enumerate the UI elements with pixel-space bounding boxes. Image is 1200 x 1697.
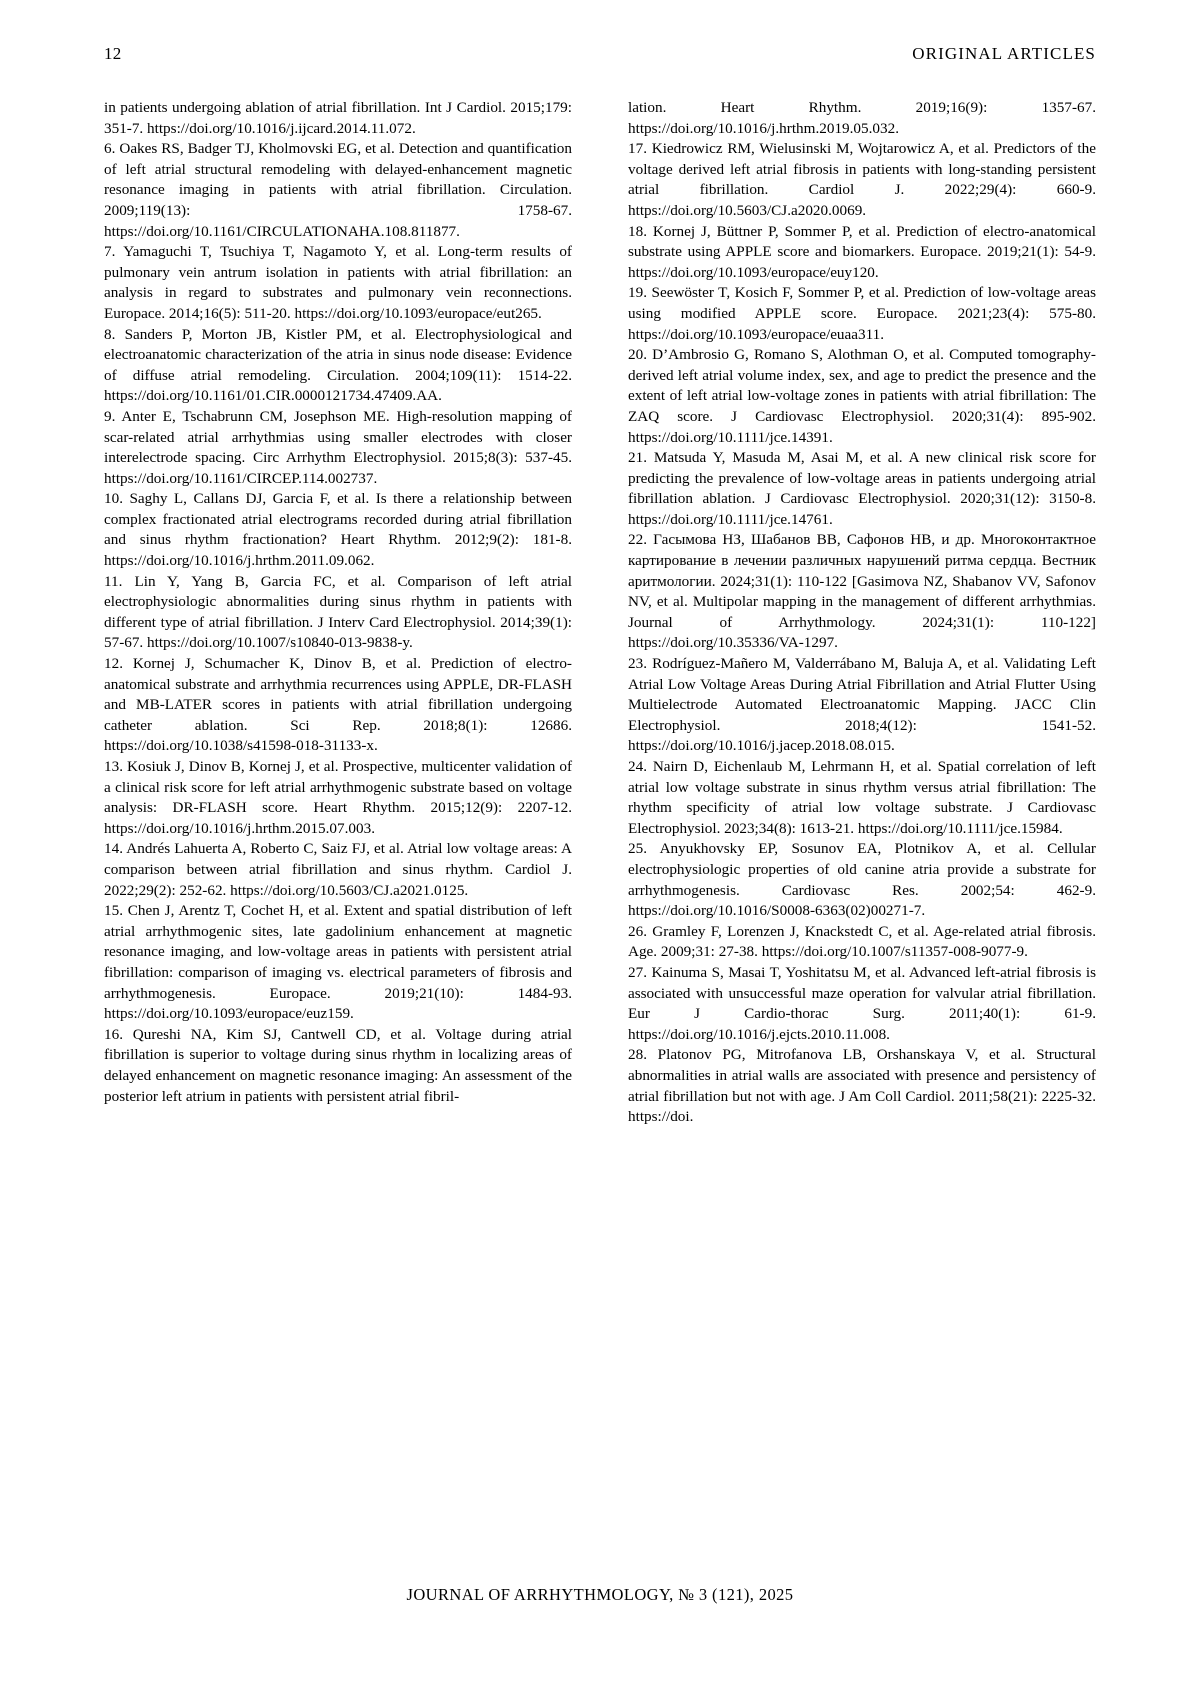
reference-entry: 16. Qureshi NA, Kim SJ, Cantwell CD, et al. Voltage during atrial fibrillation is superior to voltage during sinus rhythm in localizing areas of delayed enhancement on magnetic resonance imaging: An assessment of the posterior left atrium in patients with persistent atrial fibril- xyxy=(104,1025,572,1105)
reference-entry: 18. Kornej J, Büttner P, Sommer P, et al. Prediction of electro-anatomical substrate using APPLE score and biomarkers. Europace. 2019;21(1): 54-9. https://doi.org/10.1093/europace/euy120. xyxy=(628,222,1096,281)
reference-entry: 13. Kosiuk J, Dinov B, Kornej J, et al. Prospective, multicenter validation of a clinical risk score for left atrial arrhythmogenic substrate based on voltage analysis: DR-FLASH score. Heart Rhythm. 2015;12(9): 2207-12. https://doi.org/10.1016/j.hrthm.2015.07.003. xyxy=(104,758,572,837)
reference-entry: 27. Kainuma S, Masai T, Yoshitatsu M, et al. Advanced left-atrial fibrosis is associated with unsuccessful maze operation for valvular atrial fibrillation. Eur J Cardio-thorac Surg. 2011;40(1): 61-9. https://doi.org/10.1016/j.ejcts.2010.11.008. xyxy=(628,963,1096,1043)
reference-columns xyxy=(104,98,1096,1528)
right-column xyxy=(628,98,1096,1528)
reference-entry: 22. Гасымова НЗ, Шабанов ВВ, Сафонов НВ, и др. Многоконтактное картирование в лечении различных нарушений ритма сердца. Вестник аритмологии. 2024;31(1): 110-122 [Gasimova NZ, Shabanov VV, Safonov NV, et al. Multipolar mapping in the management of different arrhythmias. Journal of Arrhythmology. 2024;31(1): 110-122] https://doi.org/10.35336/VA-1297. xyxy=(628,531,1096,652)
reference-entry: 25. Anyukhovsky EP, Sosunov EA, Plotnikov A, et al. Cellular electrophysiologic properties of old canine atria provide a substrate for arrhythmogenesis. Cardiovasc Res. 2002;54: 462-9. https://doi.org/10.1016/S0008-6363(02)00271-7. xyxy=(628,840,1096,920)
reference-entry: 7. Yamaguchi T, Tsuchiya T, Nagamoto Y, et al. Long-term results of pulmonary vein antrum isolation in patients with atrial fibrillation: an analysis in regard to substrates and pulmonary vein reconnections. Europace. 2014;16(5): 511-20. https://doi.org/10.1093/europace/eut265. xyxy=(104,243,572,322)
reference-entry: 6. Oakes RS, Badger TJ, Kholmovski EG, et al. Detection and quantification of left atrial structural remodeling with delayed-enhancement magnetic resonance imaging in patients with atrial fibrillation. Circulation. 2009;119(13): 1758-67. https://doi.org/10.1161/CIRCULATIONAHA.108.811877. xyxy=(104,140,572,240)
reference-entry: 9. Anter E, Tschabrunn CM, Josephson ME. High-resolution mapping of scar-related atrial arrhythmias using smaller electrodes with closer interelectrode spacing. Circ Arrhythm Electrophysiol. 2015;8(3): 537-45. https://doi.org/10.1161/CIRCEP.114.002737. xyxy=(104,407,572,487)
running-head-title: ORIGINAL ARTICLES xyxy=(912,44,1096,63)
reference-entry: 15. Chen J, Arentz T, Cochet H, et al. Extent and spatial distribution of left atrial arrhythmogenic sites, late gadolinium enhancement at magnetic resonance imaging, and low-voltage areas in patients with persistent atrial fibrillation: comparison of imaging vs. electrical parameters of fibrosis and arrhythmogenesis. Europace. 2019;21(10): 1484-93. https://doi.org/10.1093/europace/euz159. xyxy=(104,902,572,1023)
reference-entry: 8. Sanders P, Morton JB, Kistler PM, et al. Electrophysiological and electroanatomic characterization of the atria in sinus node disease: Evidence of diffuse atrial remodeling. Circulation. 2004;109(11): 1514-22. https://doi.org/10.1161/01.CIR.0000121734.47409.AA. xyxy=(104,325,572,405)
reference-entry: 23. Rodríguez-Mañero M, Valderrábano M, Baluja A, et al. Validating Left Atrial Low Voltage Areas During Atrial Fibrillation and Atrial Flutter Using Multielectrode Automated Electroanatomic Mapping. JACC Clin Electrophysiol. 2018;4(12): 1541-52. https://doi.org/10.1016/j.jacep.2018.08.015. xyxy=(628,655,1096,755)
reference-entry: 19. Seewöster T, Kosich F, Sommer P, et al. Prediction of low-voltage areas using modified APPLE score. Europace. 2021;23(4): 575-80. https://doi.org/10.1093/europace/euaa311. xyxy=(628,284,1096,343)
left-column xyxy=(104,98,572,1528)
reference-entry: 12. Kornej J, Schumacher K, Dinov B, et al. Prediction of electro-anatomical substrate and arrhythmia recurrences using APPLE, DR-FLASH and MB-LATER scores in patients with atrial fibrillation undergoing catheter ablation. Sci Rep. 2018;8(1): 12686. https://doi.org/10.1038/s41598-018-31133-x. xyxy=(104,655,572,755)
page-header xyxy=(104,44,1096,66)
reference-entry: 24. Nairn D, Eichenlaub M, Lehrmann H, et al. Spatial correlation of left atrial low voltage substrate in sinus rhythm versus atrial fibrillation: The rhythm specificity of atrial low voltage substrate. J Cardiovasc Electrophysiol. 2023;34(8): 1613-21. https://doi.org/10.1111/jce.15984. xyxy=(628,758,1096,837)
reference-entry: 14. Andrés Lahuerta A, Roberto C, Saiz FJ, et al. Atrial low voltage areas: A comparison between atrial fibrillation and sinus rhythm. Cardiol J. 2022;29(2): 252-62. https://doi.org/10.5603/CJ.a2021.0125. xyxy=(104,840,572,899)
reference-entry: 17. Kiedrowicz RM, Wielusinski M, Wojtarowicz A, et al. Predictors of the voltage derived left atrial fibrosis in patients with long-standing persistent atrial fibrillation. Cardiol J. 2022;29(4): 660-9. https://doi.org/10.5603/CJ.a2020.0069. xyxy=(628,140,1096,219)
reference-entry: 21. Matsuda Y, Masuda M, Asai M, et al. A new clinical risk score for predicting the prevalence of low-voltage areas in patients undergoing atrial fibrillation ablation. J Cardiovasc Electrophysiol. 2020;31(12): 3150-8. https://doi.org/10.1111/jce.14761. xyxy=(628,449,1096,528)
reference-entry: in patients undergoing ablation of atrial fibrillation. Int J Cardiol. 2015;179: 351-7. https://doi.org/10.1016/j.ijcard.2014.11.072. xyxy=(104,99,572,137)
reference-entry: 10. Saghy L, Callans DJ, Garcia F, et al. Is there a relationship between complex fractionated atrial electrograms recorded during atrial fibrillation and sinus rhythm fractionation? Heart Rhythm. 2012;9(2): 181-8. https://doi.org/10.1016/j.hrthm.2011.09.062. xyxy=(104,490,572,570)
reference-entry: 28. Platonov PG, Mitrofanova LB, Orshanskaya V, et al. Structural abnormalities in atrial walls are associated with presence and persistency of atrial fibrillation but not with age. J Am Coll Cardiol. 2011;58(21): 2225-32. https://doi. xyxy=(628,1046,1096,1126)
page-number: 12 xyxy=(104,44,122,63)
reference-entry: lation. Heart Rhythm. 2019;16(9): 1357-67. https://doi.org/10.1016/j.hrthm.2019.05.032. xyxy=(628,99,1096,137)
reference-entry: 26. Gramley F, Lorenzen J, Knackstedt C, et al. Age-related atrial fibrosis. Age. 2009;31: 27-38. https://doi.org/10.1007/s11357-008-9077-9. xyxy=(628,922,1096,961)
reference-entry: 20. D’Ambrosio G, Romano S, Alothman O, et al. Computed tomography-derived left atrial volume index, sex, and age to predict the presence and the extent of left atrial low-voltage zones in patients with atrial fibrillation: The ZAQ score. J Cardiovasc Electrophysiol. 2020;31(4): 895-902. https://doi.org/10.1111/jce.14391. xyxy=(628,346,1096,446)
reference-entry: 11. Lin Y, Yang B, Garcia FC, et al. Comparison of left atrial electrophysiologic abnormalities during sinus rhythm in patients with different type of atrial fibrillation. J Interv Card Electrophysiol. 2014;39(1): 57-67. https://doi.org/10.1007/s10840-013-9838-y. xyxy=(104,572,572,652)
page-footer: JOURNAL OF ARRHYTHMOLOGY, № 3 (121), 2025 xyxy=(406,1585,794,1604)
